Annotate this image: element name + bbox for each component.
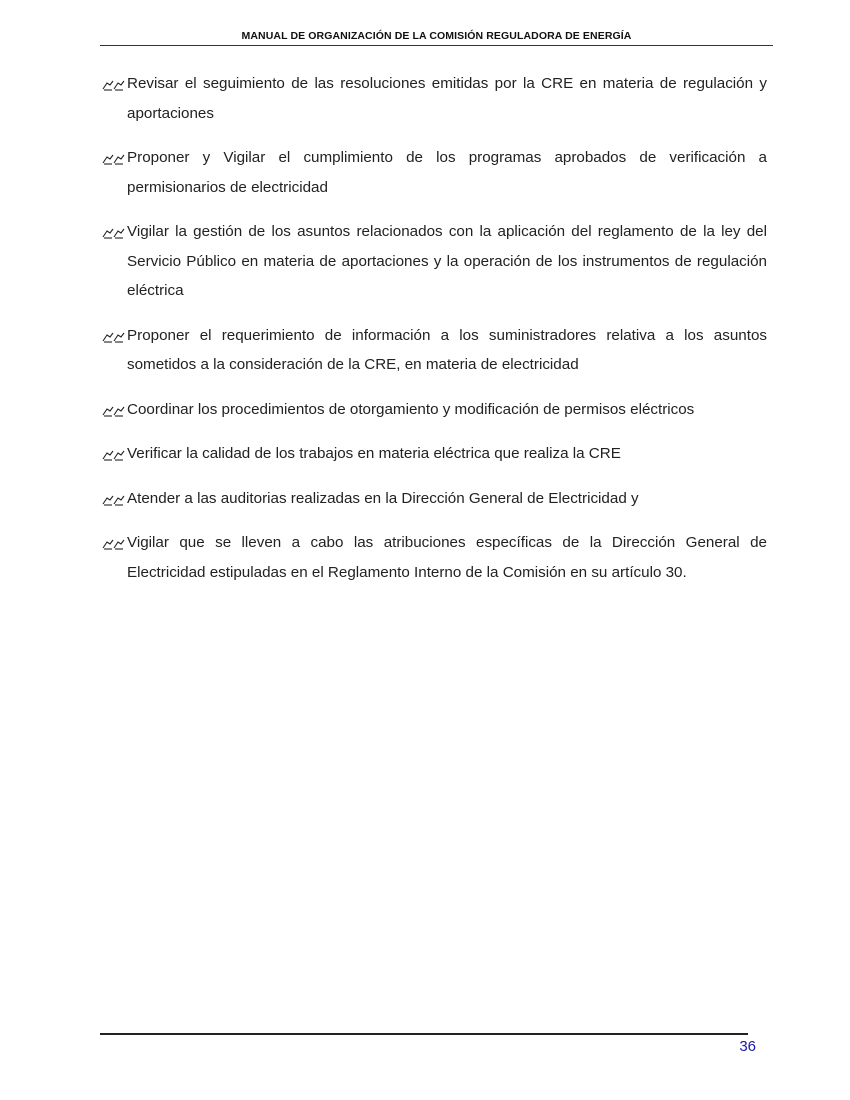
list-item (102, 321, 767, 380)
writing-hand-icon (102, 143, 127, 173)
list-item-text: Vigilar que se lleven a cabo las atribuciones específicas de la Dirección General de Electricidad estipuladas en el Reglamento Interno de la Comisión en su artículo 30. (127, 534, 767, 581)
writing-hand-icon (102, 484, 127, 514)
list-item-text: Coordinar los procedimientos de otorgamiento y modificación de permisos eléctricos (127, 400, 695, 418)
writing-hand-icon (102, 439, 127, 469)
list-item (102, 143, 767, 202)
list-item (102, 528, 767, 587)
page-number: 36 (739, 1038, 756, 1055)
function-list (102, 69, 767, 602)
footer-divider (100, 1033, 748, 1035)
writing-hand-icon (102, 395, 127, 425)
list-item (102, 439, 767, 469)
page-header-title: MANUAL DE ORGANIZACIÓN DE LA COMISIÓN REGULADORA DE ENERGÍA (241, 30, 632, 42)
list-item-text: Verificar la calidad de los trabajos en materia eléctrica que realiza la CRE (127, 445, 621, 462)
writing-hand-icon (102, 217, 127, 247)
writing-hand-icon (102, 321, 127, 351)
list-item-text: Vigilar la gestión de los asuntos relacionados con la aplicación del reglamento de la ley del Servicio Público en materia de aportaciones y la operación de los instrumentos de regulación eléctrica (127, 223, 767, 299)
header-divider (100, 45, 773, 46)
list-item (102, 484, 767, 514)
list-item (102, 69, 767, 128)
list-item-text: Revisar el seguimiento de las resoluciones emitidas por la CRE en materia de regulación y aportaciones (127, 75, 767, 122)
writing-hand-icon (102, 528, 127, 558)
list-item-text: Proponer y Vigilar el cumplimiento de los programas aprobados de verificación a permisionarios de electricidad (127, 149, 767, 196)
list-item-text: Atender a las auditorias realizadas en la Dirección General de Electricidad y (127, 489, 639, 507)
list-item-text: Proponer el requerimiento de información a los suministradores relativa a los asuntos sometidos a la consideración de la CRE, en materia de electricidad (127, 326, 767, 373)
list-item (102, 395, 767, 425)
writing-hand-icon (102, 69, 127, 99)
list-item (102, 217, 767, 306)
